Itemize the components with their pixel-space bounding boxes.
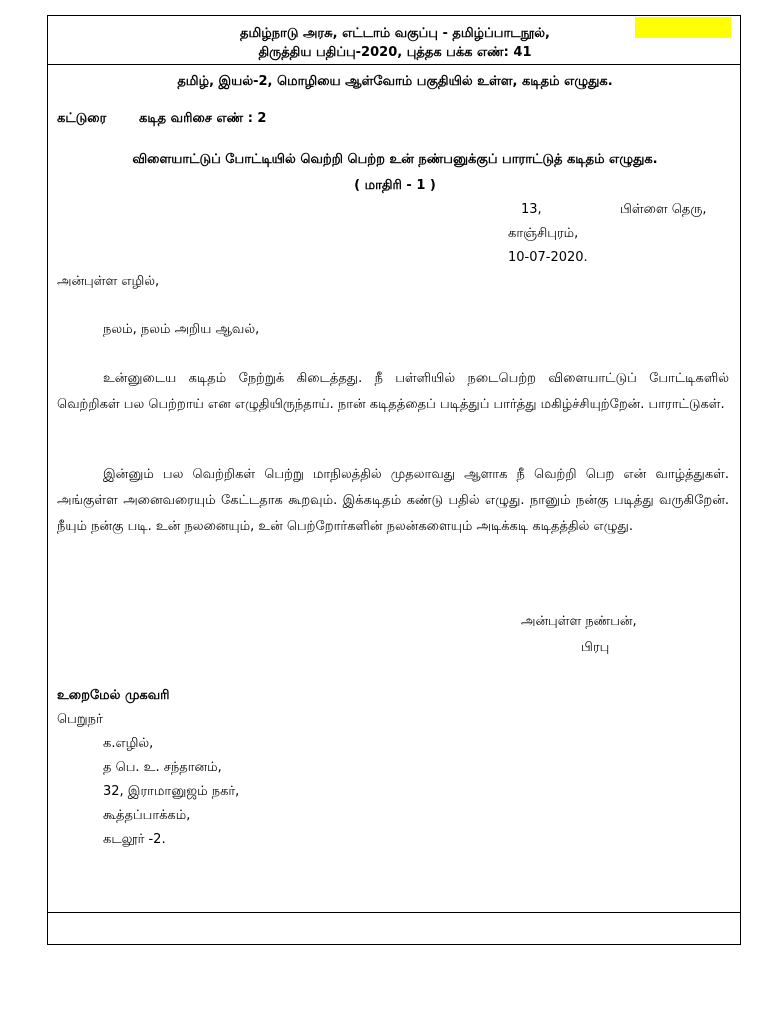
recipient-line: கடலூர் -2. [103, 832, 166, 847]
body-paragraph-1: உன்னுடைய கடிதம் நேற்றுக் கிடைத்தது. நீ பள்ளியில் நடைபெற்ற விளையாட்டுப் போட்டிகளில் வெற்றிகள் பல பெற்றாய் என எழுதியிருந்தாய். நான் கடிதத்தைப் படித்துப் பார்த்து மகிழ்ச்சியுற்றேன். பாராட்டுகள். [57, 371, 729, 412]
header-line-1: தமிழ்நாடு அரசு, எட்டாம் வகுப்பு - தமிழ்ப்பாடநூல், [239, 26, 550, 41]
document-frame [47, 15, 741, 945]
footer-divider [48, 912, 740, 913]
sender-street: பிள்ளை தெரு, [620, 202, 707, 217]
closing-line: அன்புள்ள நண்பன், [521, 614, 637, 629]
body-paragraph-2: இன்னும் பல வெற்றிகள் பெற்று மாநிலத்தில் முதலாவது ஆளாக நீ வெற்றி பெற என் வாழ்த்துகள். அங்குள்ள அனைவரையும் கேட்டதாக கூறவும். இக்கடிதம் கண்டு பதில் எழுது. நானும் நன்கு படித்து வருகிறேன். நீயும் நன்கு படி. உன் நலனையும், உன் பெற்றோர்களின் நலன்களையும் அடிக்கடி கடிதத்தில் எழுது. [57, 467, 729, 534]
instruction: தமிழ், இயல்-2, மொழியை ஆள்வோம் பகுதியில் உள்ள, கடிதம் எழுதுக. [177, 74, 613, 89]
letter-date: 10-07-2020. [508, 250, 588, 265]
header-divider [48, 64, 740, 65]
envelope-title: உறைமேல் முகவரி [57, 688, 170, 703]
sender-name: பிரபு [581, 640, 610, 655]
header-line-2: திருத்திய பதிப்பு-2020, புத்தக பக்க எண்: 41 [258, 45, 532, 60]
recipient-line: த பெ. உ. சந்தானம், [103, 760, 222, 775]
letter-category: கட்டுரை [57, 111, 107, 126]
topic: விளையாட்டுப் போட்டியில் வெற்றி பெற்ற உன் நண்பனுக்குப் பாராட்டுத் கடிதம் எழுதுக. [132, 152, 658, 167]
letter-number: கடித வரிசை எண் : 2 [139, 111, 267, 126]
salutation: அன்புள்ள எழில், [57, 274, 160, 289]
sender-door: 13, [521, 202, 542, 217]
greeting: நலம், நலம் அறிய ஆவல், [103, 322, 260, 337]
sender-city: காஞ்சிபுரம், [508, 226, 579, 241]
model-label: ( மாதிரி - 1 ) [354, 178, 436, 193]
recipient-line: 32, இராமானுஜம் நகர், [103, 784, 240, 799]
recipient-line: க.எழில், [103, 736, 154, 751]
recipient-line: கூத்தப்பாக்கம், [103, 808, 191, 823]
recipient-label: பெறுநர் [57, 712, 103, 727]
